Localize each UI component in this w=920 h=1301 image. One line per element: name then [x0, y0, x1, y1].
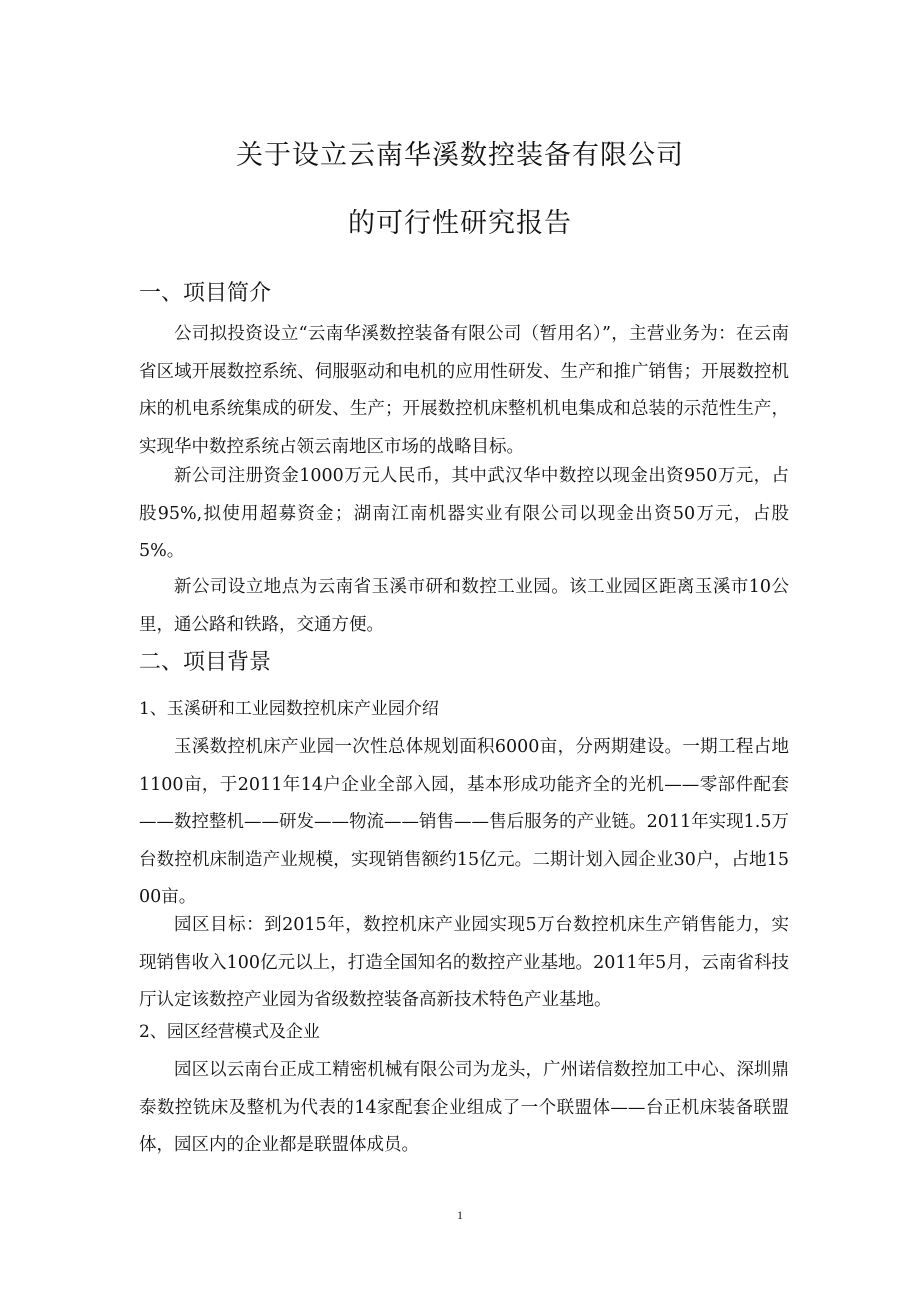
- document-title-line-2: 的可行性研究报告: [348, 208, 572, 239]
- subsection-heading-park-intro: 1、玉溪研和工业园数控机床产业园介绍: [139, 699, 439, 719]
- paragraph-operating-model: 园区以云南台正成工精密机械有限公司为龙头，广州诺信数控加工中心、深圳鼎泰数控铣床及整机为代表的14家配套企业组成了一个联盟体——台正机床装备联盟体，园区内的企业都是联盟体成员。: [139, 1060, 789, 1155]
- page-number: 1: [457, 1208, 463, 1222]
- paragraph-park-goals: 园区目标：到2015年，数控机床产业园实现5万台数控机床生产销售能力，实现销售收入100亿元以上，打造全国知名的数控产业基地。2011年5月，云南省科技厅认定该数控产业园为省级数控装备高新技术特色产业基地。: [139, 915, 789, 1010]
- section-heading-intro: 一、项目简介: [139, 281, 272, 306]
- paragraph-intro-location: 新公司设立地点为云南省玉溪市研和数控工业园。该工业园区距离玉溪市10公里，通公路和铁路，交通方便。: [139, 577, 789, 635]
- document-title-line-1: 关于设立云南华溪数控装备有限公司: [236, 140, 684, 171]
- paragraph-park-scale: 玉溪数控机床产业园一次性总体规划面积6000亩，分两期建设。一期工程占地1100亩，于2011年14户企业全部入园，基本形成功能齐全的光机——零部件配套——数控整机——研发——物流——销售——售后服务的产业链。2011年实现1.5万台数控机床制造产业规模，实现销售额约15亿元。二期计划入园企业30户，占地1500亩。: [139, 737, 789, 907]
- section-heading-background: 二、项目背景: [139, 650, 272, 675]
- paragraph-intro-business: 公司拟投资设立“云南华溪数控装备有限公司（暂用名）”，主营业务为：在云南省区域开展数控系统、伺服驱动和电机的应用性研发、生产和推广销售；开展数控机床的机电系统集成的研发、生产；开展数控机床整机机电集成和总装的示范性生产，实现华中数控系统占领云南地区市场的战略目标。: [139, 324, 789, 457]
- subsection-heading-operating-model: 2、园区经营模式及企业: [139, 1022, 320, 1042]
- paragraph-intro-capital: 新公司注册资金1000万元人民币，其中武汉华中数控以现金出资950万元，占股95%,拟使用超募资金；湖南江南机器实业有限公司以现金出资50万元，占股5%。: [139, 466, 789, 561]
